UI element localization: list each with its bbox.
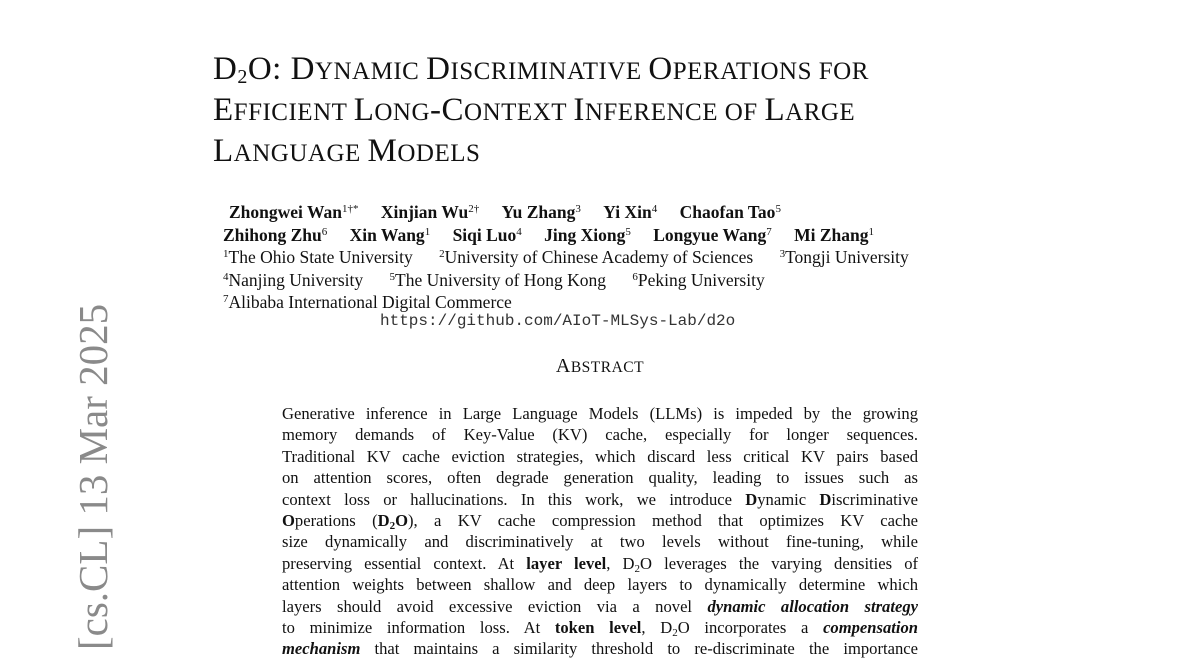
author: Zhihong Zhu$^6$ <box>223 224 328 245</box>
affiliations-row-1 <box>223 246 1023 269</box>
paper-title <box>213 50 1013 173</box>
title-line-3: LANGUAGE MODELS <box>213 133 481 169</box>
abstract-line: preserving essential context. At layer level, $D_2O$ leverages the varying densities of <box>282 553 919 575</box>
author: Jing Xiong$^5$ <box>544 224 631 245</box>
abstract-heading: ABSTRACT <box>555 355 645 377</box>
author: Longyue Wang$^7$ <box>653 224 772 245</box>
repository-link[interactable]: https://github.com/AIoT-MLSys-Lab/d2o <box>380 312 736 330</box>
abstract-line: layers should avoid excessive eviction via a novel dynamic allocation strategy <box>282 596 918 616</box>
affiliation: $^3$Tongji University <box>779 247 909 267</box>
abstract-line: size dynamically and discriminatively at two levels without fine-tuning, while <box>282 532 918 552</box>
authors-row-1 <box>223 201 1023 224</box>
author: Chaofan Tao$^5$ <box>679 202 781 222</box>
authors-row-2 <box>223 224 1023 247</box>
abstract-body <box>282 403 918 660</box>
abstract-line: Generative inference in Large Language Models (LLMs) is impeded by the growing <box>282 404 918 423</box>
affiliations-row-3 <box>223 291 1023 314</box>
author-block <box>223 201 1023 314</box>
author: Yu Zhang$^3$ <box>501 202 581 222</box>
abstract-line: to minimize information loss. At token level, $D_2O$ incorporates a compensation <box>282 617 919 639</box>
abstract-line: attention weights between shallow and deep layers to dynamically determine which <box>282 575 918 595</box>
author: Siqi Luo$^4$ <box>452 224 522 245</box>
affiliation: $^2$University of Chinese Academy of Sciences <box>439 247 754 267</box>
author: Xin Wang$^1$ <box>349 224 431 245</box>
author: Mi Zhang$^1$ <box>794 224 875 245</box>
abstract-line: on attention scores, often degrade generation quality, leading to issues such as <box>282 468 918 488</box>
affiliations-row-2 <box>223 269 1023 292</box>
author: Yi Xin$^4$ <box>603 202 658 222</box>
author: Xinjian $Wu^{2\dagger}$ <box>380 202 480 222</box>
abstract-line: context loss or hallucinations. In this work, we introduce Dynamic Discriminative <box>282 489 918 509</box>
title-line-1: $D_2O$: DYNAMIC DISCRIMINATIVE OPERATIONS FOR <box>213 51 869 88</box>
affiliation: $^7$Alibaba International Digital Commerce <box>223 292 512 312</box>
abstract-line: Operations $(D_2O)$, a KV cache compression method that optimizes KV cache <box>282 510 919 532</box>
abstract-line: mechanism that maintains a similarity threshold to re-discriminate the importance <box>282 639 918 659</box>
abstract-line: Traditional KV cache eviction strategies, which discard less critical KV pairs based <box>282 446 918 466</box>
affiliation: $^4$Nanjing University <box>223 269 364 290</box>
affiliation: $^5$The University of Hong Kong <box>389 269 606 290</box>
title-line-2: EFFICIENT LONG-CONTEXT INFERENCE OF LARGE <box>213 92 856 128</box>
affiliation: $^6$Peking University <box>632 269 765 290</box>
abstract-line: memory demands of Key-Value (KV) cache, especially for longer sequences. <box>282 425 918 445</box>
affiliation: $^1$The Ohio State University <box>223 247 413 267</box>
arxiv-identifier-text: [cs.CL] 13 Mar 2025 <box>70 303 116 650</box>
author: Zhongwei Wan$^{1\dagger*}$ <box>229 202 359 222</box>
